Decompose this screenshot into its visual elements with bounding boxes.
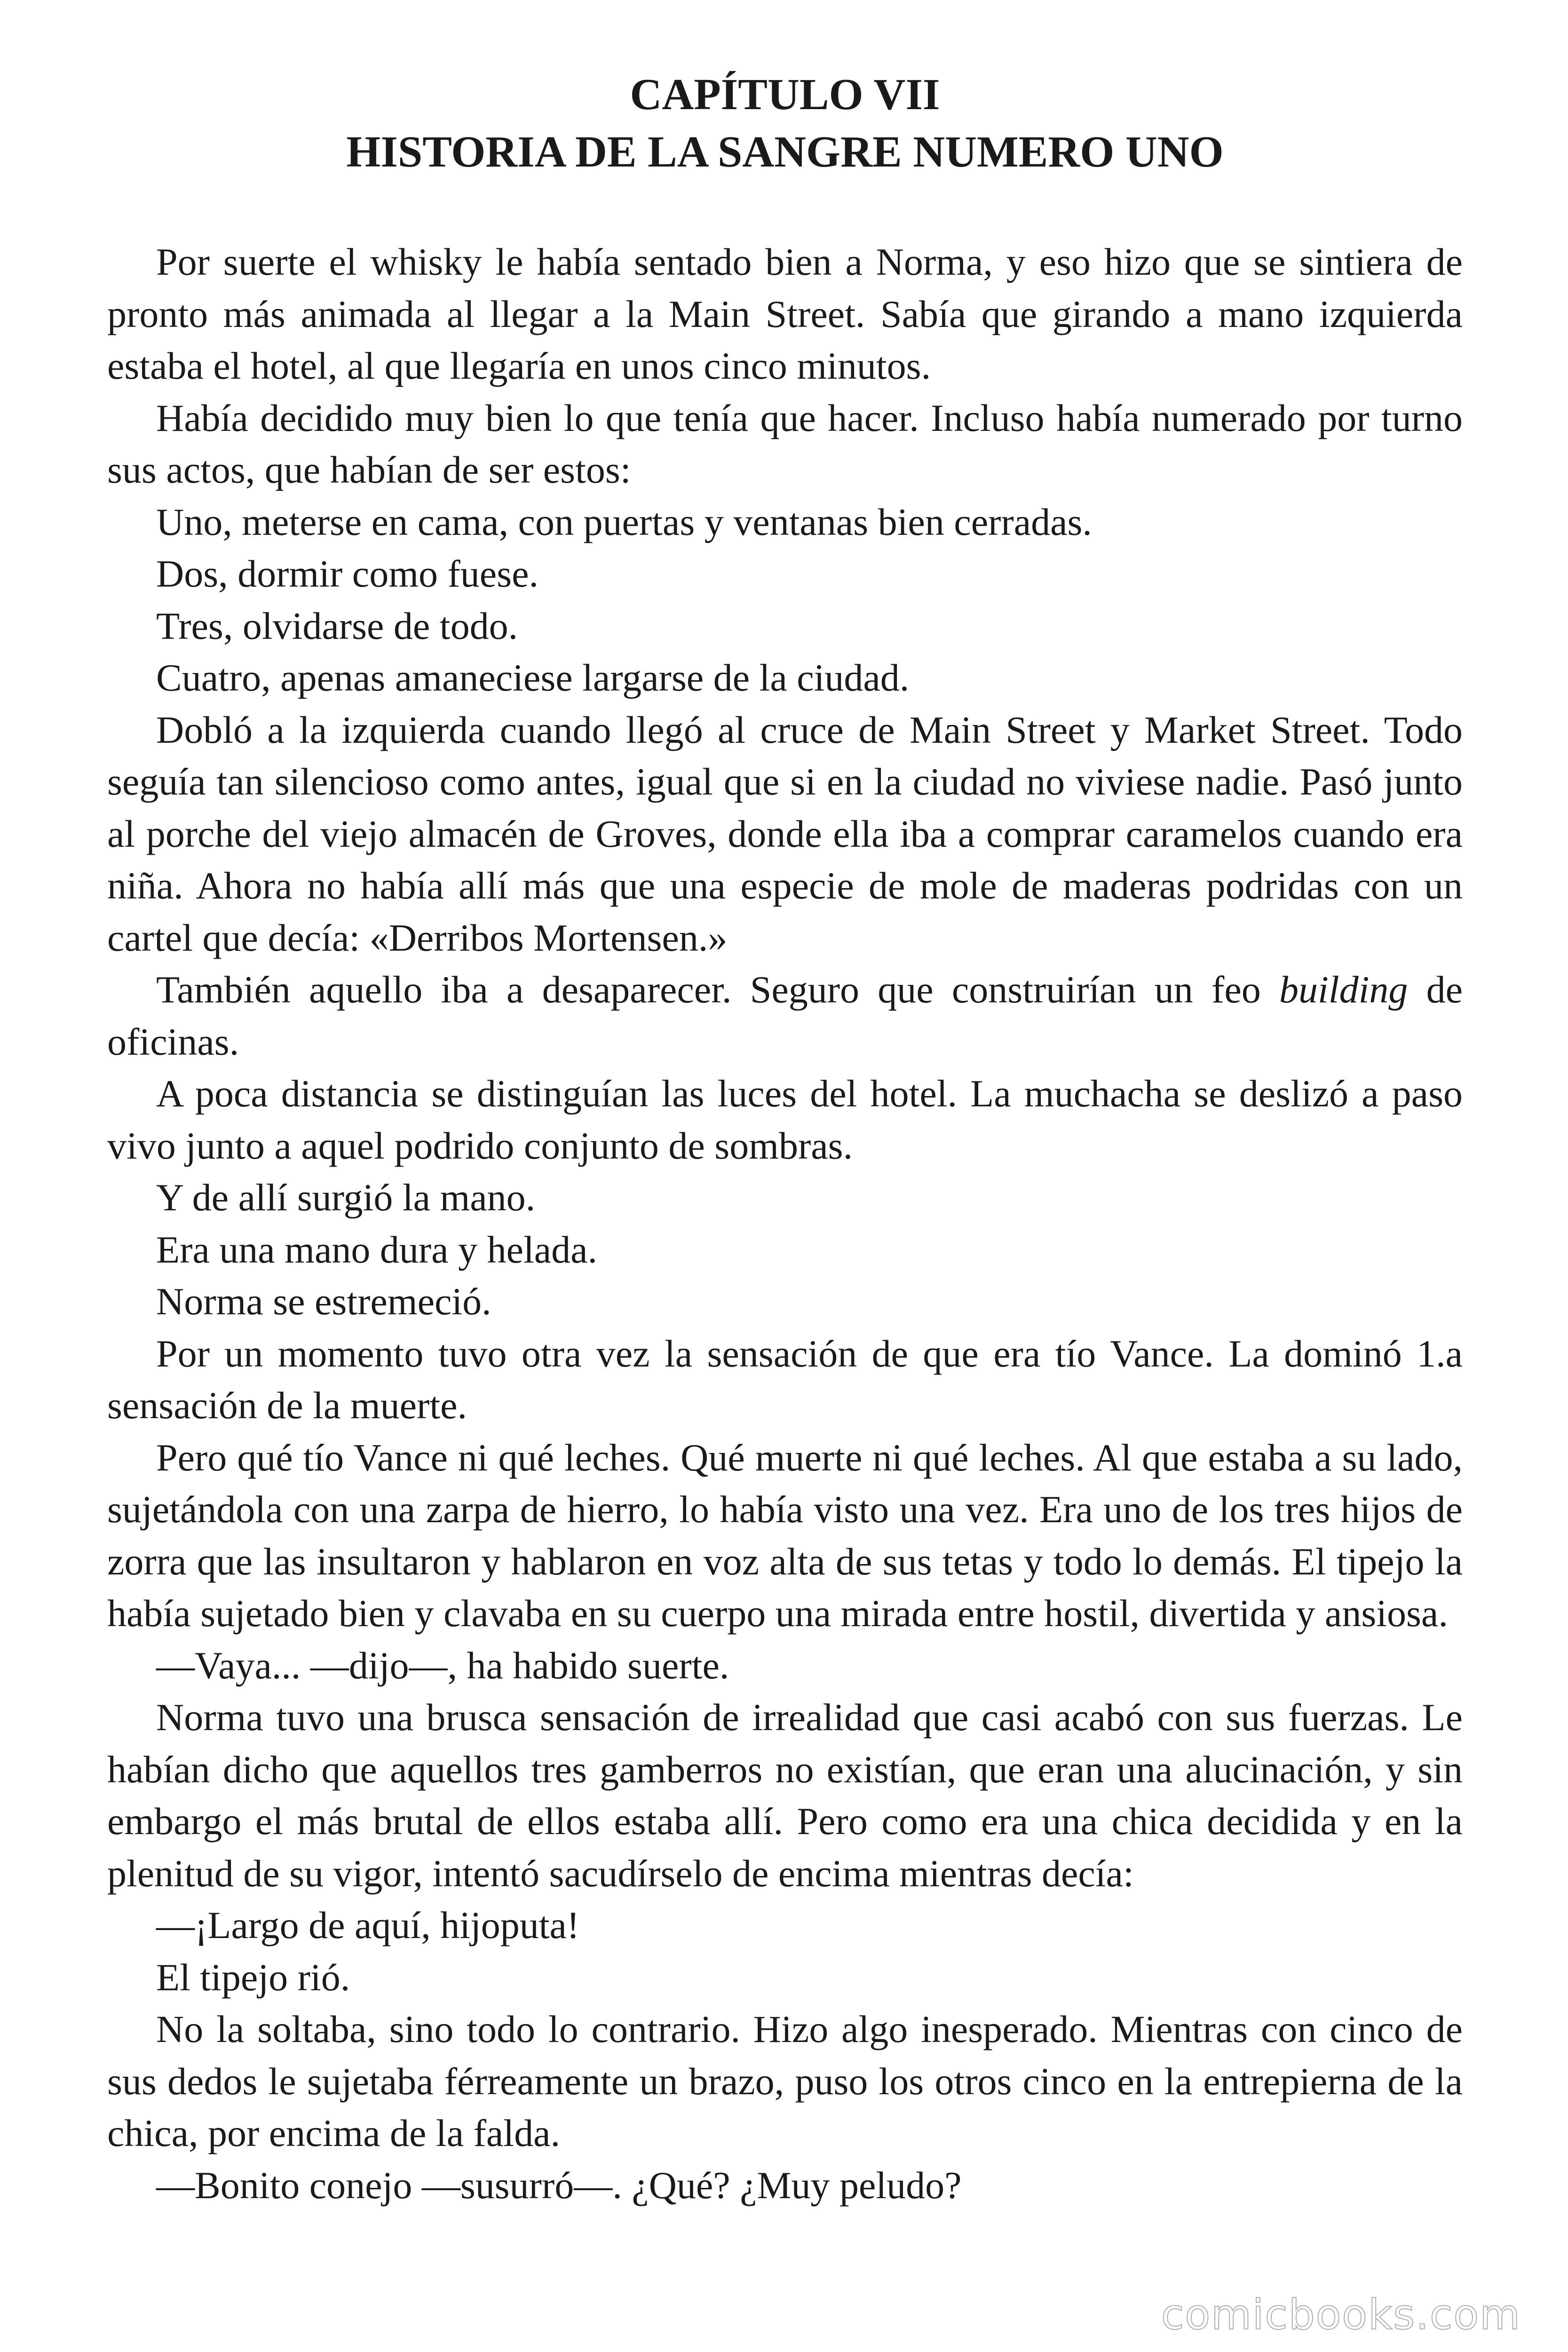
paragraph: Cuatro, apenas amaneciese largarse de la ciudad. bbox=[156, 656, 910, 699]
paragraph: Tres, olvidarse de todo. bbox=[156, 604, 518, 647]
paragraph: Dobló a la izquierda cuando llegó al cruce de Main Street y Market Street. Todo seguía tan silencioso como antes, igual que si en la ciudad no viviese nadie. Pasó junto al porche del viejo almacén de Groves, donde ella iba a comprar caramelos cuando era niña. Ahora no había allí más que una especie de mole de maderas podridas con un cartel que decía: «Derribos Mortensen.» bbox=[107, 708, 1463, 959]
chapter-heading bbox=[107, 66, 1463, 181]
paragraph: No la soltaba, sino todo lo contrario. Hizo algo inesperado. Mientras con cinco de sus dedos le sujetaba férreamente un brazo, puso los otros cinco en la entrepierna de la chica, por encima de la falda. bbox=[107, 2008, 1463, 2154]
paragraph: —Vaya... —dijo—, ha habido suerte. bbox=[156, 1644, 729, 1687]
watermark: comicbooks.com bbox=[1161, 2290, 1521, 2339]
paragraph: Era una mano dura y helada. bbox=[156, 1228, 598, 1271]
paragraph: Por un momento tuvo otra vez la sensación de que era tío Vance. La dominó 1.a sensación de la muerte. bbox=[107, 1332, 1463, 1427]
paragraph: Y de allí surgió la mano. bbox=[156, 1176, 536, 1219]
paragraph: Dos, dormir como fuese. bbox=[156, 552, 539, 595]
paragraph: —Bonito conejo —susurró—. ¿Qué? ¿Muy peludo? bbox=[156, 2163, 962, 2207]
paragraph: El tipejo rió. bbox=[156, 1955, 350, 1999]
paragraph: Norma se estremeció. bbox=[156, 1280, 491, 1323]
paragraph: Uno, meterse en cama, con puertas y ventanas bien cerradas. bbox=[156, 500, 1092, 543]
paragraph: Norma tuvo una brusca sensación de irrealidad que casi acabó con sus fuerzas. Le habían dicho que aquellos tres gamberros no existían, que eran una alucinación, y sin embargo el más brutal de ellos estaba allí. Pero como era una chica decidida y en la plenitud de su vigor, intentó sacudírselo de encima mientras decía: bbox=[107, 1696, 1463, 1895]
chapter-title: HISTORIA DE LA SANGRE NUMERO UNO bbox=[346, 127, 1224, 176]
chapter-body bbox=[107, 236, 1463, 2211]
book-page bbox=[107, 66, 1463, 2211]
paragraph-text: También aquello iba a desaparecer. Seguro que construirían un feo bbox=[156, 968, 1279, 1011]
chapter-number: CAPÍTULO VII bbox=[630, 70, 940, 119]
italic-word: building bbox=[1279, 968, 1408, 1011]
paragraph: Por suerte el whisky le había sentado bien a Norma, y eso hizo que se sintiera de pronto más animada al llegar a la Main Street. Sabía que girando a mano izquierda estaba el hotel, al que llegaría en unos cinco minutos. bbox=[107, 240, 1463, 387]
paragraph bbox=[107, 964, 1463, 1068]
paragraph: A poca distancia se distinguían las luces del hotel. La muchacha se deslizó a paso vivo junto a aquel podrido conjunto de sombras. bbox=[107, 1072, 1463, 1167]
paragraph-text: de oficinas. bbox=[107, 968, 1463, 1063]
paragraph: Había decidido muy bien lo que tenía que hacer. Incluso había numerado por turno sus actos, que habían de ser estos: bbox=[107, 396, 1463, 491]
paragraph: —¡Largo de aquí, hijoputa! bbox=[156, 1904, 580, 1947]
paragraph: Pero qué tío Vance ni qué leches. Qué muerte ni qué leches. Al que estaba a su lado, sujetándola con una zarpa de hierro, lo había visto una vez. Era uno de los tres hijos de zorra que las insultaron y hablaron en voz alta de sus tetas y todo lo demás. El tipejo la había sujetado bien y clavaba en su cuerpo una mirada entre hostil, divertida y ansiosa. bbox=[107, 1436, 1463, 1635]
